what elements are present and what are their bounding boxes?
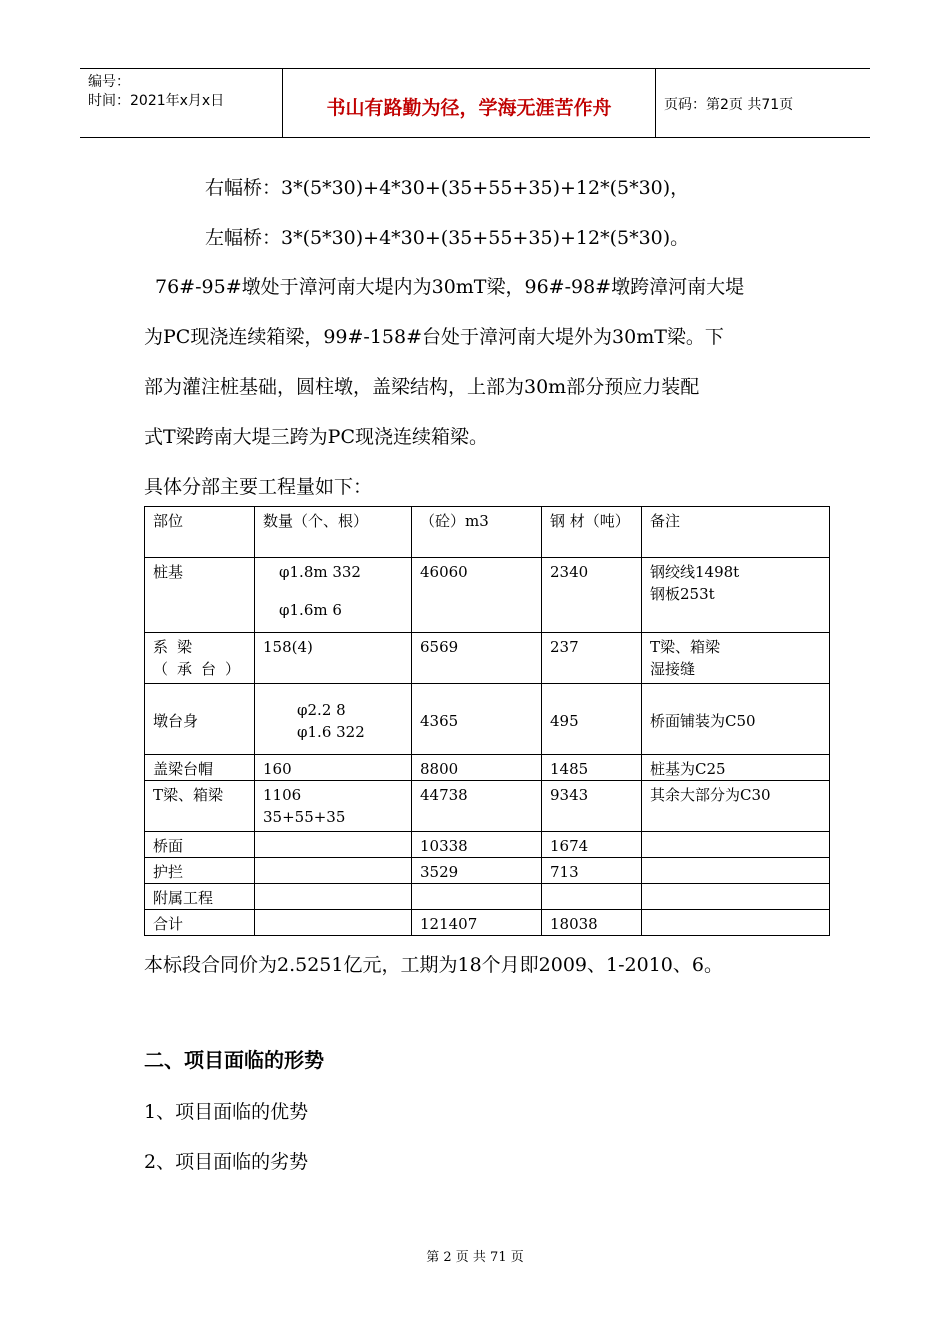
table-cell: 护拦 [145, 858, 255, 884]
paragraph-line: 76#-95#墩处于漳河南大堤内为30mT梁，96#-98#墩跨漳河南大堤 [155, 276, 745, 298]
table-cell [255, 558, 412, 633]
table-cell: 桩基为C25 [642, 755, 830, 781]
header-motto-cell [282, 69, 656, 137]
table-cell: 合计 [145, 910, 255, 936]
quantity-table [144, 506, 830, 936]
table-cell: T梁、箱梁 [145, 781, 255, 832]
header-page-cell [656, 69, 870, 137]
table-cell: 附属工程 [145, 884, 255, 910]
table-row [145, 684, 830, 755]
header-cell: 部位 [145, 507, 255, 558]
page-footer: 第 2 页 共 71 页 [426, 1250, 524, 1265]
table-row [145, 755, 830, 781]
table-header-row [145, 507, 830, 558]
table-cell: 墩台身 [145, 684, 255, 755]
table-row [145, 781, 830, 832]
left-bridge-line: 左幅桥：3*(5*30)+4*30+(35+55+35)+12*(5*30)。 [205, 227, 690, 249]
section-item: 2、项目面临的劣势 [144, 1151, 309, 1173]
cell-line: φ2.2 8 [297, 700, 346, 719]
header-cell: 备注 [642, 507, 830, 558]
motto-text: 书山有路勤为径，学海无涯苦作舟 [326, 97, 612, 119]
table-cell: 1674 [542, 832, 642, 858]
header-cell: 钢 材（吨） [542, 507, 642, 558]
table-row [145, 558, 830, 633]
table-cell: 其余大部分为C30 [642, 781, 830, 832]
table-cell: 160 [255, 755, 412, 781]
cell-line: 钢绞线1498t [650, 563, 740, 581]
paragraph-line: 为PC现浇连续箱梁，99#-158#台处于漳河南大堤外为30mT梁。下 [144, 326, 724, 348]
cell-line: 钢板253t [650, 585, 715, 603]
table-cell [642, 558, 830, 633]
table-row [145, 858, 830, 884]
table-cell: 2340 [542, 558, 642, 633]
table-cell: 46060 [412, 558, 542, 633]
header-cell: （砼）m3 [412, 507, 542, 558]
table-cell [642, 884, 830, 910]
cell-line: φ1.6m 6 [279, 601, 342, 619]
table-row [145, 832, 830, 858]
table-cell [255, 684, 412, 755]
table-cell [255, 781, 412, 832]
table-cell: 8800 [412, 755, 542, 781]
table-cell [255, 910, 412, 936]
paragraph-line: 式T梁跨南大堤三跨为PC现浇连续箱梁。 [144, 426, 488, 448]
table-cell: 158(4) [255, 633, 412, 684]
table-cell: 237 [542, 633, 642, 684]
section-heading: 二、项目面临的形势 [144, 1048, 324, 1072]
table-cell: 9343 [542, 781, 642, 832]
cell-line: 1106 [263, 786, 302, 804]
table-row [145, 910, 830, 936]
contract-line: 本标段合同价为2.5251亿元，工期为18个月即2009、1-2010、6。 [144, 954, 723, 976]
cell-line: 35+55+35 [263, 808, 346, 826]
cell-line: φ1.8m 332 [279, 563, 361, 581]
table-cell [642, 910, 830, 936]
right-bridge-line: 右幅桥：3*(5*30)+4*30+(35+55+35)+12*(5*30)， [205, 177, 690, 199]
table-cell: 系梁（承台） [145, 633, 255, 684]
cell-line: T梁、箱梁 [650, 638, 721, 656]
table-row [145, 633, 830, 684]
cell-line: 湿接缝 [650, 660, 696, 678]
table-cell [412, 884, 542, 910]
table-cell: 桥面铺装为C50 [642, 684, 830, 755]
table-cell: 6569 [412, 633, 542, 684]
table-cell: 1485 [542, 755, 642, 781]
header-cell: 数量（个、根） [255, 507, 412, 558]
table-cell: 713 [542, 858, 642, 884]
table-row [145, 884, 830, 910]
table-cell [255, 858, 412, 884]
table-intro: 具体分部主要工程量如下： [144, 476, 373, 498]
table-cell: 121407 [412, 910, 542, 936]
table-cell: 3529 [412, 858, 542, 884]
table-cell: 4365 [412, 684, 542, 755]
table-cell [642, 633, 830, 684]
cell-line: φ1.6 322 [297, 722, 365, 741]
table-cell: 18038 [542, 910, 642, 936]
document-header [80, 68, 870, 138]
table-cell [255, 884, 412, 910]
table-cell: 盖梁台帽 [145, 755, 255, 781]
table-cell: 495 [542, 684, 642, 755]
table-cell [542, 884, 642, 910]
table-cell: 10338 [412, 832, 542, 858]
table-cell: 44738 [412, 781, 542, 832]
page-label: 页码：第2页 共71页 [664, 97, 794, 113]
header-meta-cell [80, 69, 282, 137]
table-cell: 桩基 [145, 558, 255, 633]
number-label: 编号： [88, 74, 130, 90]
table-cell [255, 832, 412, 858]
paragraph-line: 部为灌注桩基础，圆柱墩，盖梁结构，上部为30m部分预应力装配 [144, 376, 700, 398]
table-cell [642, 832, 830, 858]
table-cell [642, 858, 830, 884]
time-label: 时间：2021年x月x日 [88, 93, 225, 109]
table-cell: 桥面 [145, 832, 255, 858]
section-item: 1、项目面临的优势 [144, 1101, 309, 1123]
